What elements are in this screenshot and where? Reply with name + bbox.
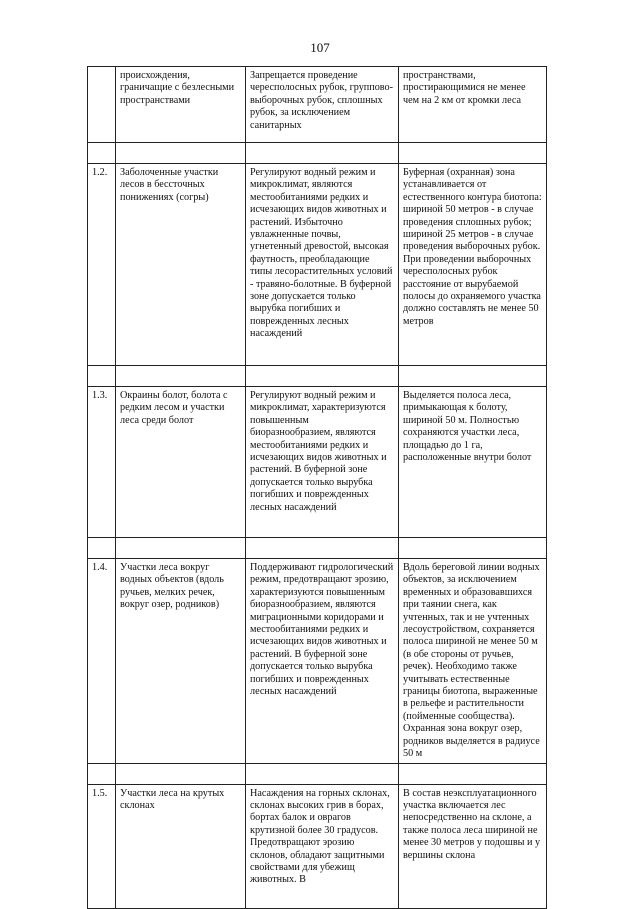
separator-row bbox=[88, 763, 547, 784]
requirements-cell: пространствами, простирающимися не менее чем на 2 км от кромки леса bbox=[399, 67, 547, 143]
requirements-cell: Выделяется полоса леса, примыкающая к болоту, шириной 50 м. Полностью сохраняются участки леса, площадью до 1 га, расположенные внутри болот bbox=[399, 387, 547, 538]
row-number-cell: 1.4. bbox=[88, 559, 116, 764]
object-name-cell: происхождения, граничащие с безлесными пространствами bbox=[116, 67, 246, 143]
justification-cell: Запрещается проведение чересполосных рубок, группово-выборочных рубок, сплошных рубок, за исключением санитарных bbox=[246, 67, 399, 143]
row-number-cell: 1.2. bbox=[88, 164, 116, 366]
requirements-cell: В состав неэксплуатационного участка включается лес непосредственно на склоне, а также полоса леса шириной не менее 30 метров у подошвы и у вершины склона bbox=[399, 784, 547, 908]
justification-cell: Поддерживают гидрологический режим, предотвращают эрозию, характеризуются повышенным биоразнообразием, являются миграционными коридорами и местообитаниями редких и исчезающих видов животных и растений. В буферной зоне допускается только вырубка погибших и поврежденных лесных насаждений bbox=[246, 559, 399, 764]
row-number-cell: 1.5. bbox=[88, 784, 116, 908]
page-number: 107 bbox=[310, 40, 330, 55]
requirements-cell: Вдоль береговой линии водных объектов, за исключением временных и образовавшихся при таянии снега, как учтенных, так и не учтенных лесоустройством, сохраняется полоса шириной не менее 50 м (в обе стороны от ручьев, речек). Необходимо также учитывать естественные границы биотопа, выраженные в рельефе и растительности (пойменные сообщества). Охранная зона вокруг озер, родников выделяется в радиусе 50 м bbox=[399, 559, 547, 764]
table-row bbox=[88, 67, 547, 143]
separator-row bbox=[88, 538, 547, 559]
separator-row bbox=[88, 143, 547, 164]
object-name-cell: Окраины болот, болота с редким лесом и участки леса среди болот bbox=[116, 387, 246, 538]
table-row bbox=[88, 559, 547, 764]
justification-cell: Регулируют водный режим и микроклимат, характеризуются повышенным биоразнообразием, являются местообитаниями редких и исчезающих видов животных и растений. В буферной зоне допускается только вырубка погибших и поврежденных лесных насаждений bbox=[246, 387, 399, 538]
justification-cell: Насаждения на горных склонах, склонах высоких грив в борах, бортах балок и оврагов крутизной более 30 градусов. Предотвращают эрозию склонов, обладают защитными свойствами для убежищ животных. В bbox=[246, 784, 399, 908]
document-table bbox=[87, 66, 547, 909]
table-row bbox=[88, 164, 547, 366]
separator-row bbox=[88, 366, 547, 387]
row-number-cell bbox=[88, 67, 116, 143]
row-number-cell: 1.3. bbox=[88, 387, 116, 538]
object-name-cell: Участки леса вокруг водных объектов (вдоль ручьев, мелких речек, вокруг озер, родников) bbox=[116, 559, 246, 764]
table-row bbox=[88, 784, 547, 908]
requirements-cell: Буферная (охранная) зона устанавливается от естественного контура биотопа: шириной 50 метров - в случае проведения сплошных рубок; шириной 25 метров - в случае проведения выборочных рубок. При проведении выборочных чересполосных рубок расстояние от вырубаемой полосы до охраняемого участка должно составлять не менее 50 метров bbox=[399, 164, 547, 366]
justification-cell: Регулируют водный режим и микроклимат, являются местообитаниями редких и исчезающих видов животных и растений. Избыточно увлажненные почвы, угнетенный древостой, высокая фаутность, преобладающие типы лесорастительных условий - травяно-болотные. В буферной зоне допускается только вырубка погибших и поврежденных лесных насаждений bbox=[246, 164, 399, 366]
table-row bbox=[88, 387, 547, 538]
object-name-cell: Участки леса на крутых склонах bbox=[116, 784, 246, 908]
object-name-cell: Заболоченные участки лесов в бессточных понижениях (согры) bbox=[116, 164, 246, 366]
